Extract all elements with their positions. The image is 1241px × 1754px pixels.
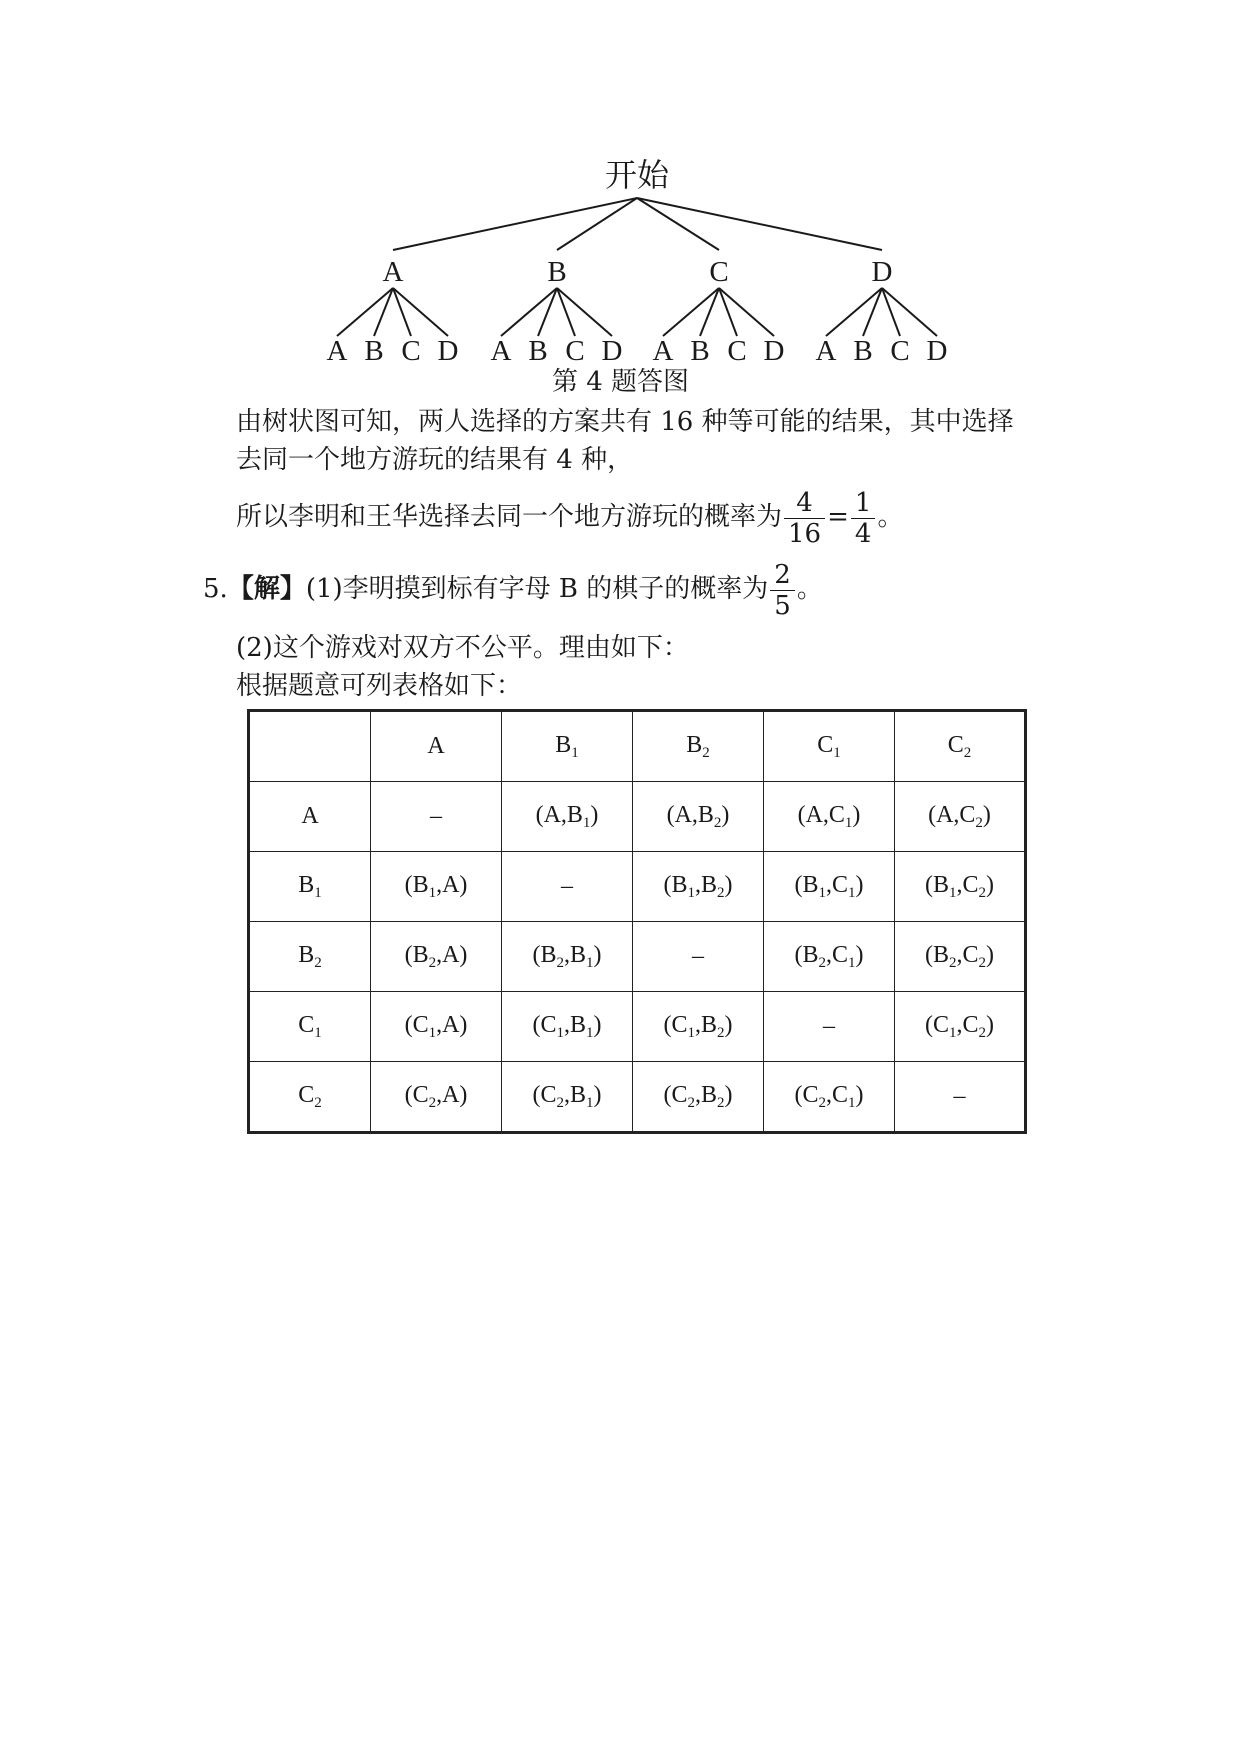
q5-number: 5.: [203, 574, 228, 604]
table-row: [249, 1062, 1026, 1133]
tree-leaf-a-a: A: [326, 335, 348, 367]
table-cell: –: [633, 922, 764, 992]
table-cell: $(C_1,C_2)$: [895, 992, 1026, 1062]
fraction-4-16: [784, 488, 825, 549]
tree-leaf-d-a: A: [815, 335, 837, 367]
fraction-1-4: [851, 488, 876, 549]
table-cell: $(C_1,B_1)$: [502, 992, 633, 1062]
tree-node-c: C: [709, 256, 729, 288]
q4-line-1: 由树状图可知，两人选择的方案共有 16 种等可能的结果，其中选择: [236, 407, 1014, 437]
table-row-header-cell: $C_1$: [249, 992, 371, 1062]
table-cell: $(C_1,B_2)$: [633, 992, 764, 1062]
tree-leaf-a-d: D: [437, 335, 459, 367]
figure-caption: 第 4 题答图: [551, 367, 690, 397]
table-row: [249, 992, 1026, 1062]
table-row-header-cell: A: [249, 782, 371, 852]
table-header-cell: $C_1$: [764, 711, 895, 782]
tree-branch-line: [637, 198, 882, 250]
fraction-denominator: 4: [854, 518, 872, 549]
tree-leaf-d-b: B: [853, 335, 873, 367]
fraction-2-5: [770, 560, 795, 621]
q5-part-1: [203, 556, 823, 622]
table-cell: $(B_2,C_2)$: [895, 922, 1026, 992]
table-row-header-cell: $B_2$: [249, 922, 371, 992]
table-cell: $(C_2,C_1)$: [764, 1062, 895, 1133]
tree-leaf-b-d: D: [601, 335, 623, 367]
q5-part-1-prefix: (1)李明摸到标有字母 B 的棋子的概率为: [305, 574, 769, 604]
fraction-numerator: 1: [851, 488, 876, 519]
tree-leaf-c-d: D: [763, 335, 785, 367]
table-cell: $(A,B_1)$: [502, 782, 633, 852]
table-header-cell: A: [371, 711, 502, 782]
q5-solution-tag: 【解】: [227, 574, 306, 604]
tree-leaf-line: [826, 288, 882, 336]
tree-node-b: B: [547, 256, 567, 288]
fraction-numerator: 2: [770, 560, 795, 591]
tree-leaf-d-c: C: [890, 335, 910, 367]
table-cell: $(C_1,A)$: [371, 992, 502, 1062]
table-cell: $(B_1,C_2)$: [895, 852, 1026, 922]
equals-sign: =: [827, 502, 849, 532]
tree-node-a: A: [382, 256, 404, 288]
table-cell: $(B_2,C_1)$: [764, 922, 895, 992]
table-cell: $(A,C_1)$: [764, 782, 895, 852]
table-corner-cell: [249, 711, 371, 782]
q4-line-2: 去同一个地方游玩的结果有 4 种，: [236, 445, 634, 475]
table-cell: $(A,C_2)$: [895, 782, 1026, 852]
tree-leaf-c-a: A: [652, 335, 674, 367]
tree-leaf-line: [663, 288, 719, 336]
tree-leaf-line: [501, 288, 557, 336]
tree-leaf-b-c: C: [565, 335, 585, 367]
fraction-numerator: 4: [784, 488, 825, 519]
table-cell: $(B_1,A)$: [371, 852, 502, 922]
table-header-cell: $B_1$: [502, 711, 633, 782]
tree-branch-line: [393, 198, 637, 250]
table-cell: –: [895, 1062, 1026, 1133]
table-row: [249, 782, 1026, 852]
q4-conclusion: [236, 484, 903, 550]
tree-leaf-line: [337, 288, 393, 336]
q4-conclusion-prefix: 所以李明和王华选择去同一个地方游玩的概率为: [236, 502, 783, 532]
tree-diagram: [0, 0, 1241, 400]
table-header-cell: $C_2$: [895, 711, 1026, 782]
table-header-row: [249, 711, 1026, 782]
table-header-cell: $B_2$: [633, 711, 764, 782]
tree-node-d: D: [871, 256, 893, 288]
tree-leaf-a-b: B: [364, 335, 384, 367]
table-row: [249, 922, 1026, 992]
table-row: [249, 852, 1026, 922]
table-cell: $(B_2,B_1)$: [502, 922, 633, 992]
tree-leaf-c-c: C: [727, 335, 747, 367]
tree-leaf-a-c: C: [401, 335, 421, 367]
table-cell: $(B_2,A)$: [371, 922, 502, 992]
table-cell: $(C_2,B_2)$: [633, 1062, 764, 1133]
table-cell: –: [371, 782, 502, 852]
q4-conclusion-suffix: 。: [877, 502, 904, 532]
outcome-table: [247, 709, 1027, 1134]
table-cell: –: [502, 852, 633, 922]
table-row-header-cell: $C_2$: [249, 1062, 371, 1133]
tree-leaf-d-d: D: [926, 335, 948, 367]
fraction-denominator: 5: [774, 590, 791, 621]
table-cell: $(B_1,B_2)$: [633, 852, 764, 922]
table-intro: 根据题意可列表格如下：: [236, 671, 523, 701]
table-cell: $(B_1,C_1)$: [764, 852, 895, 922]
q5-part-1-suffix: 。: [796, 574, 823, 604]
tree-leaf-b-b: B: [528, 335, 548, 367]
table-cell: $(C_2,B_1)$: [502, 1062, 633, 1133]
q5-part-2: (2)这个游戏对双方不公平。理由如下：: [236, 633, 689, 663]
tree-root-label: 开始: [604, 157, 670, 193]
tree-leaf-c-b: B: [690, 335, 710, 367]
table-cell: –: [764, 992, 895, 1062]
fraction-denominator: 16: [788, 518, 822, 549]
table-cell: $(C_2,A)$: [371, 1062, 502, 1133]
table-row-header-cell: $B_1$: [249, 852, 371, 922]
table-cell: $(A,B_2)$: [633, 782, 764, 852]
tree-leaf-b-a: A: [490, 335, 512, 367]
